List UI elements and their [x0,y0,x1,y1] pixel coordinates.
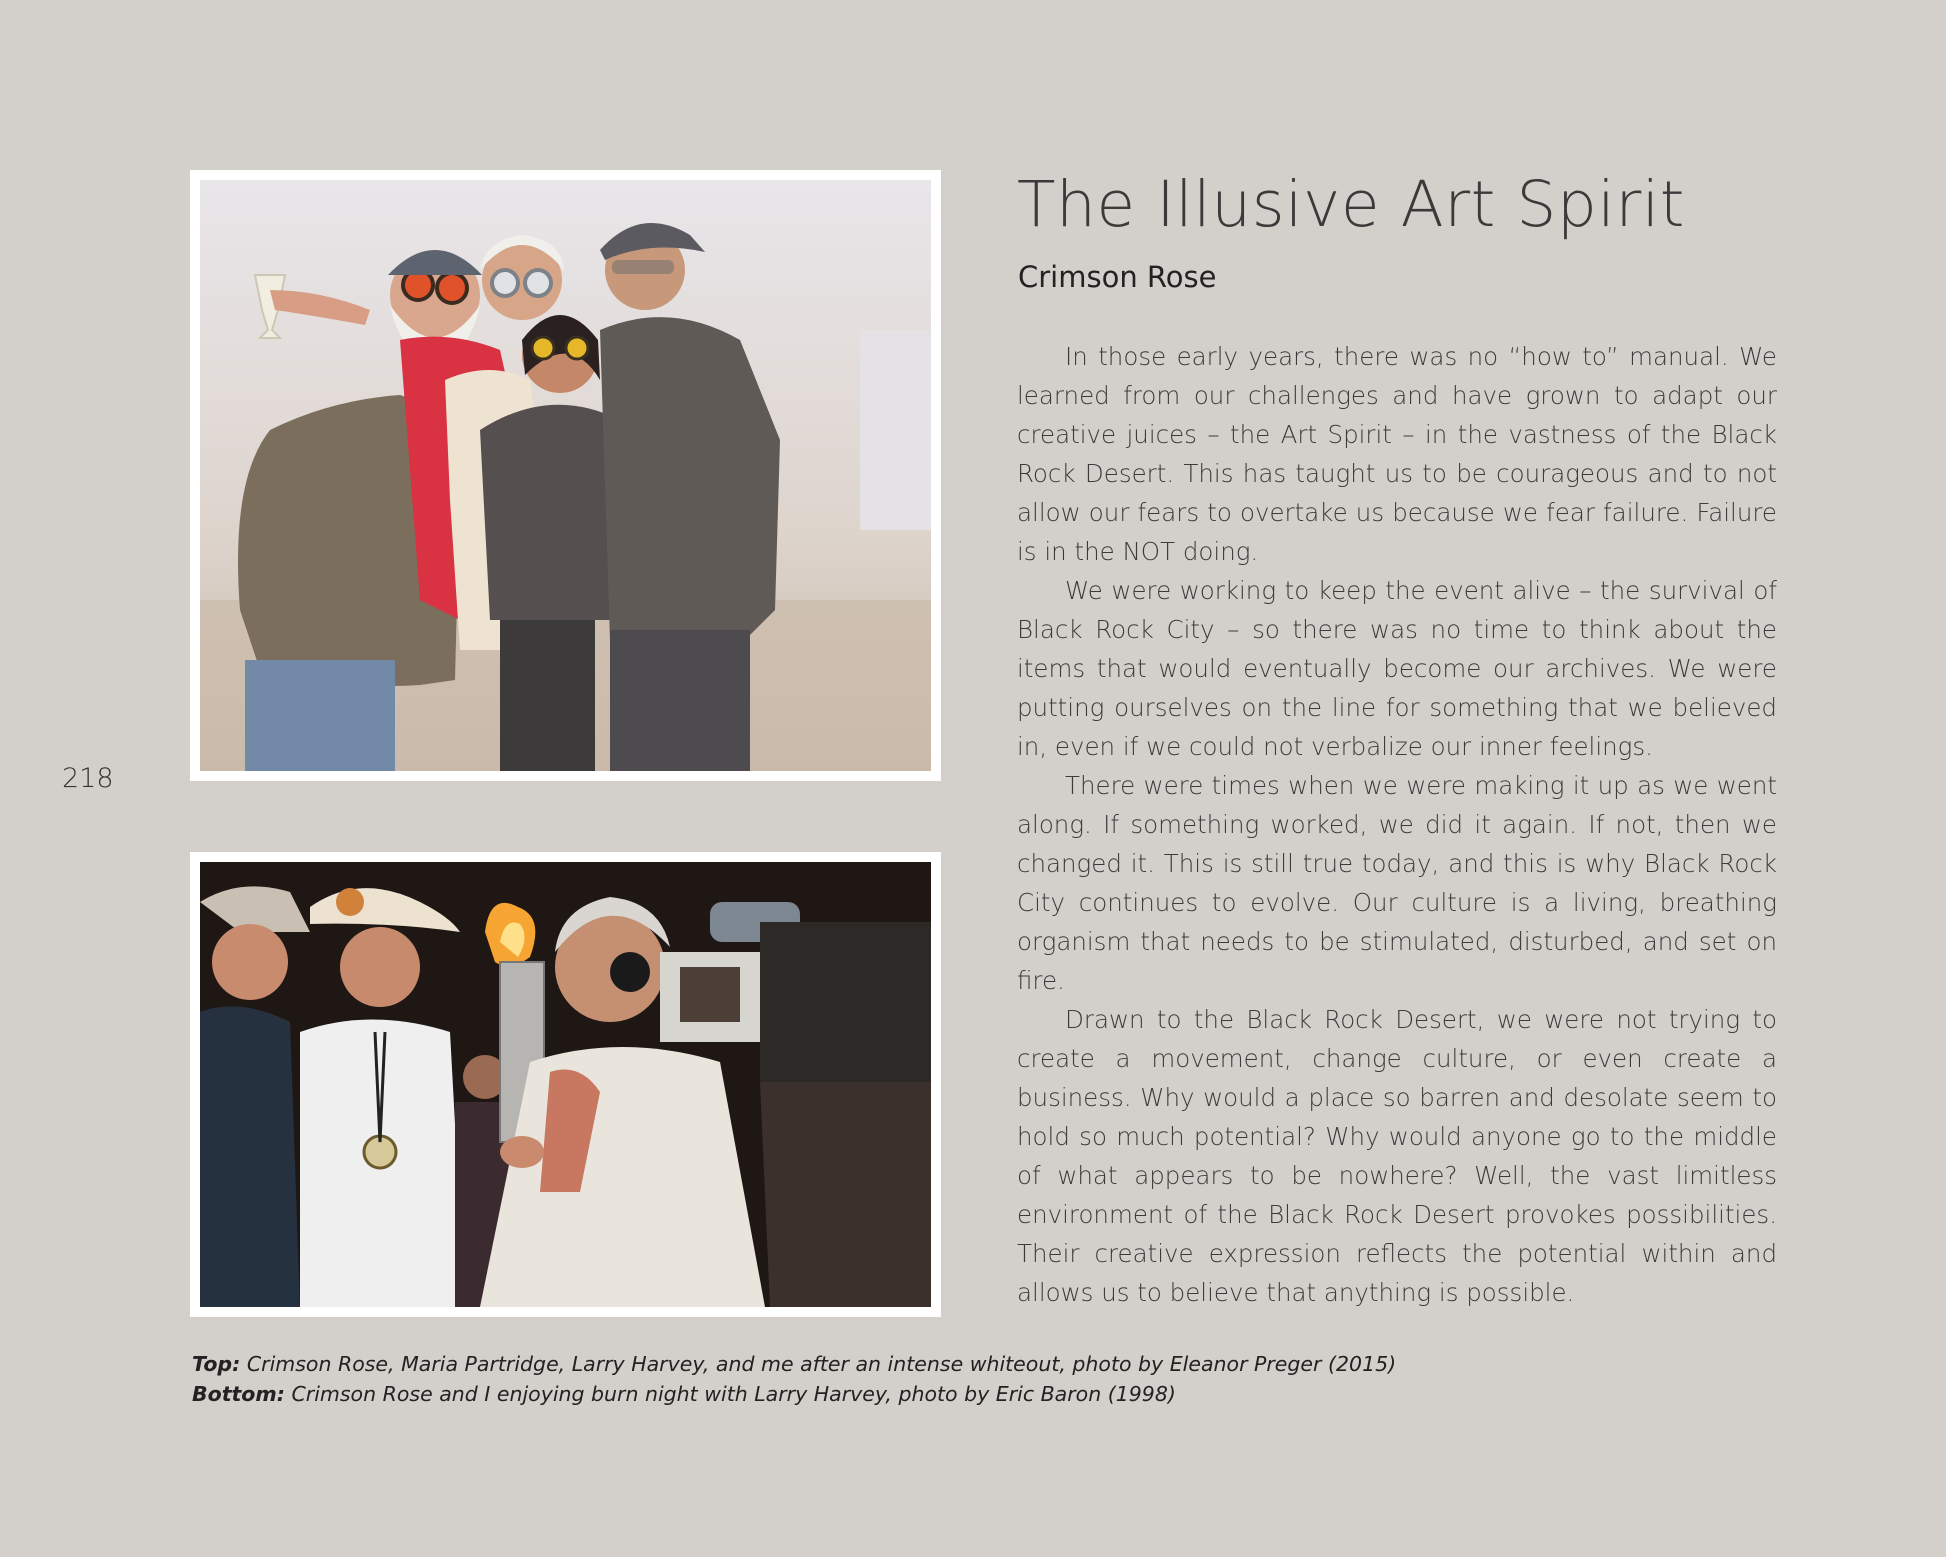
body-paragraph: We were working to keep the event alive – the survival of Black Rock City – so there was no time to think about the items that would eventually become our archives. We were putting ourselves on the line for something that we believed in, even if we could not verbalize our inner feelings. [1017,576,1777,761]
caption-bottom-text: Crimson Rose and I enjoying burn night with Larry Harvey, photo by Eric Baron (1998) [284,1382,1176,1406]
top-photo-image [200,180,931,771]
article-title: The Illusive Art Spirit [1017,168,1685,241]
body-paragraph: There were times when we were making it up as we went along. If something worked, we did it again. If not, then we changed it. This is still true today, and this is why Black Rock City continues to evolve. Our culture is a living, breathing organism that needs to be stimulated, disturbed, and set on fire. [1017,771,1777,995]
body-paragraph: In those early years, there was no “how to” manual. We learned from our challenges and have grown to adapt our creative juices – the Art Spirit – in the vastness of the Black Rock Desert. This has taught us to be courageous and to not allow our fears to overtake us because we fear failure. Failure is in the NOT doing. [1017,342,1777,566]
bottom-photo-image [200,862,931,1307]
caption-bottom [192,1379,1396,1409]
body-paragraph: Drawn to the Black Rock Desert, we were not trying to create a movement, change culture, or even create a business. Why would a place so barren and desolate seem to hold so much potential? Why would anyone go to the middle of what appears to be nowhere? Well, the vast limitless environment of the Black Rock Desert provokes possibilities. Their creative expression reflects the potential within and allows us to believe that anything is possible. [1017,1005,1777,1307]
article-author: Crimson Rose [1018,260,1217,294]
caption-top [192,1349,1396,1379]
page-number: 218 [62,763,114,794]
top-photo [190,170,941,781]
caption-top-label: Top: [192,1352,241,1376]
bottom-photo [190,852,941,1317]
article-body [1017,337,1777,1312]
caption-bottom-label: Bottom: [192,1382,285,1406]
caption-top-text: Crimson Rose, Maria Partridge, Larry Harvey, and me after an intense whiteout, photo by Eleanor Preger (2015) [240,1352,1397,1376]
photo-captions [192,1349,1396,1409]
